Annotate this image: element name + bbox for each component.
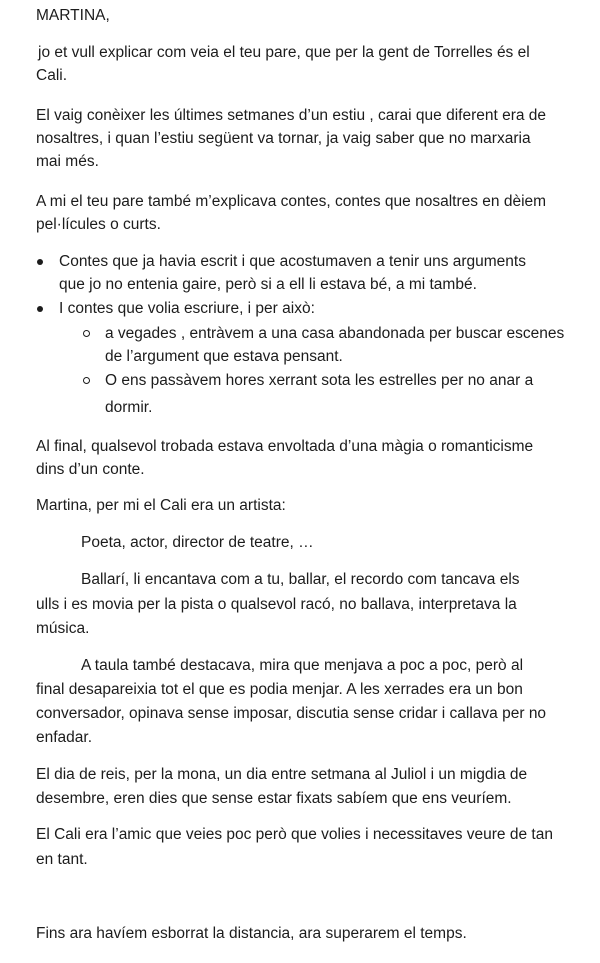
sub-bullet-line: O ens passàvem hores xerrant sota les estrelles per no anar a (105, 372, 534, 389)
sub-bullet-line: de l’argument que estava pensant. (105, 348, 343, 365)
paragraph-line: A mi el teu pare també m’explicava contes, contes que nosaltres en dèiem (36, 193, 547, 210)
paragraph-line: A taula també destacava, mira que menjava a poc a poc, però al (81, 657, 524, 674)
sub-bullet-line: a vegades , entràvem a una casa abandonada per buscar escenes (105, 325, 565, 342)
paragraph-line: mai més. (36, 153, 99, 170)
paragraph-line: Ballarí, li encantava com a tu, ballar, el recordo com tancava els (81, 571, 520, 588)
paragraph-line: enfadar. (36, 729, 93, 746)
bullet-line: Contes que ja havia escrit i que acostumaven a tenir uns arguments (59, 253, 526, 270)
sub-bullet-icon (83, 377, 90, 384)
paragraph-line: Poeta, actor, director de teatre, … (81, 534, 314, 551)
paragraph-line: El vaig conèixer les últimes setmanes d’un estiu , carai que diferent era de (36, 107, 547, 124)
paragraph-line: jo et vull explicar com veia el teu pare, que per la gent de Torrelles és el (38, 44, 530, 61)
bullet-icon (37, 259, 43, 265)
paragraph-line: El Cali era l’amic que veies poc però que volies i necessitaves veure de tan (36, 826, 553, 843)
paragraph-line: conversador, opinava sense imposar, discutia sense cridar i callava per no (36, 705, 547, 722)
paragraph-line: desembre, eren dies que sense estar fixats sabíem que ens veuríem. (36, 790, 512, 807)
paragraph-line: final desapareixia tot el que es podia menjar. A les xerrades era un bon (36, 681, 523, 698)
paragraph-line: dins d’un conte. (36, 461, 145, 478)
paragraph-line: Al final, qualsevol trobada estava envoltada d’una màgia o romanticisme (36, 438, 534, 455)
paragraph-line: nosaltres, i quan l’estiu següent va tornar, ja vaig saber que no marxaria (36, 130, 531, 147)
bullet-line: que jo no entenia gaire, però si a ell li estava bé, a mi també. (59, 276, 477, 293)
bullet-icon (37, 306, 43, 312)
paragraph-line: Cali. (36, 67, 68, 84)
paragraph-line: ulls i es movia per la pista o qualsevol racó, no ballava, interpretava la (36, 596, 517, 613)
paragraph-line: música. (36, 620, 90, 637)
paragraph-line: Martina, per mi el Cali era un artista: (36, 497, 286, 514)
paragraph-line: en tant. (36, 851, 88, 868)
paragraph-line: El dia de reis, per la mona, un dia entre setmana al Juliol i un migdia de (36, 766, 528, 783)
sub-bullet-line: dormir. (105, 399, 153, 416)
bullet-line: I contes que volia escriure, i per això: (59, 300, 315, 317)
greeting: MARTINA, (36, 7, 110, 24)
paragraph-line: pel·lícules o curts. (36, 216, 161, 233)
closing-line: Fins ara havíem esborrat la distancia, ara superarem el temps. (36, 925, 467, 942)
sub-bullet-icon (83, 330, 90, 337)
